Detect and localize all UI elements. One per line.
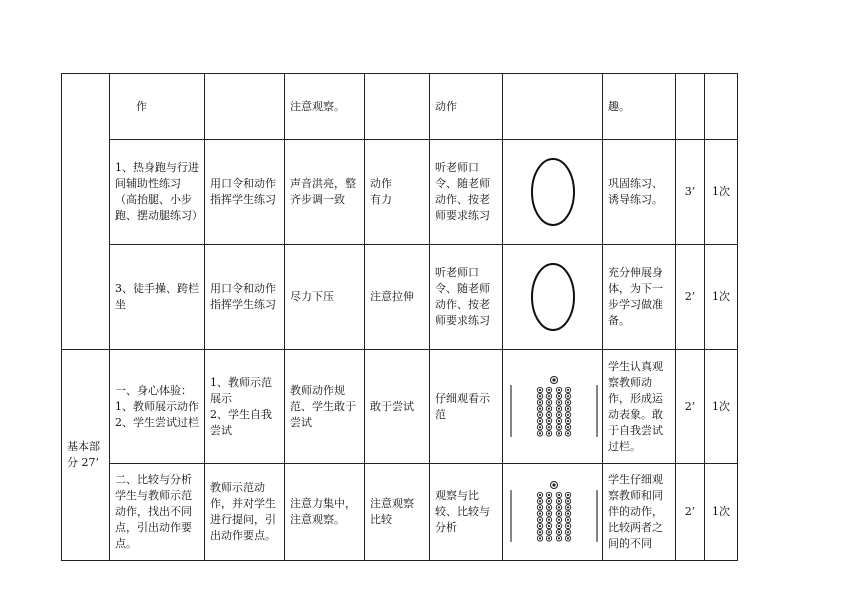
class-formation-icon bbox=[508, 375, 600, 439]
content-cell: 一、身心体验： 1、教师展示动作 2、学生尝试过栏 bbox=[110, 350, 205, 464]
teacher-cell: 用口令和动作指挥学生练习 bbox=[205, 140, 285, 245]
qualities-cell: 敢于尝试 bbox=[365, 350, 430, 464]
count-cell bbox=[705, 74, 738, 140]
content-cell: 3、徒手操、跨栏坐 bbox=[110, 245, 205, 350]
running-track-oval-icon bbox=[528, 156, 578, 228]
requirement-cell: 尽力下压 bbox=[285, 245, 365, 350]
student-cell: 听老师口令、随老师动作、按老师要求练习 bbox=[430, 245, 503, 350]
student-cell: 观察与比较、比较与分析 bbox=[430, 464, 503, 561]
qualities-cell: 动作 有力 bbox=[365, 140, 430, 245]
running-track-oval-icon bbox=[528, 261, 578, 333]
section-label: 基本部分 27’ bbox=[62, 350, 110, 561]
intent-cell: 学生仔细观察教师和同伴的动作，比较两者之间的不同 bbox=[603, 464, 676, 561]
time-cell: 2’ bbox=[676, 350, 705, 464]
table-row bbox=[62, 350, 738, 464]
figure-cell bbox=[503, 74, 603, 140]
count-cell: 1次 bbox=[705, 245, 738, 350]
teacher-cell: 教师示范动作，并对学生进行提问，引出动作要点。 bbox=[205, 464, 285, 561]
teacher-cell: 1、教师示范展示 2、学生自我尝试 bbox=[205, 350, 285, 464]
intent-cell: 学生认真观察教师动作，形成运动表象。敢于自我尝试过栏。 bbox=[603, 350, 676, 464]
intent-cell: 趣。 bbox=[603, 74, 676, 140]
count-cell: 1次 bbox=[705, 140, 738, 245]
class-formation-icon bbox=[508, 480, 600, 544]
student-cell: 听老师口令、随老师动作、按老师要求练习 bbox=[430, 140, 503, 245]
teacher-cell bbox=[205, 74, 285, 140]
qualities-cell bbox=[365, 74, 430, 140]
figure-cell bbox=[503, 245, 603, 350]
table-row bbox=[62, 464, 738, 561]
figure-cell bbox=[503, 350, 603, 464]
time-cell: 3’ bbox=[676, 140, 705, 245]
qualities-cell: 注意观察比较 bbox=[365, 464, 430, 561]
content-cell: 1、热身跑与行进间辅助性练习（高抬腿、小步跑、摆动腿练习） bbox=[110, 140, 205, 245]
student-cell: 仔细观看示范 bbox=[430, 350, 503, 464]
requirement-cell: 教师动作规范、学生敢于尝试 bbox=[285, 350, 365, 464]
requirement-cell: 注意观察。 bbox=[285, 74, 365, 140]
requirement-cell: 注意力集中，注意观察。 bbox=[285, 464, 365, 561]
student-cell: 动作 bbox=[430, 74, 503, 140]
intent-cell: 巩固练习、诱导练习。 bbox=[603, 140, 676, 245]
table-row bbox=[62, 245, 738, 350]
content-cell: 二、比较与分析学生与教师示范动作，找出不同点，引出动作要点。 bbox=[110, 464, 205, 561]
time-cell: 2’ bbox=[676, 464, 705, 561]
lesson-plan-table bbox=[61, 73, 738, 561]
qualities-cell: 注意拉伸 bbox=[365, 245, 430, 350]
table-row bbox=[62, 140, 738, 245]
figure-cell bbox=[503, 464, 603, 561]
content-cell: 作 bbox=[110, 74, 205, 140]
time-cell: 2’ bbox=[676, 245, 705, 350]
teacher-cell: 用口令和动作指挥学生练习 bbox=[205, 245, 285, 350]
count-cell: 1次 bbox=[705, 464, 738, 561]
requirement-cell: 声音洪亮，整齐步调一致 bbox=[285, 140, 365, 245]
table-row bbox=[62, 74, 738, 140]
section-cell-prep bbox=[62, 74, 110, 350]
intent-cell: 充分伸展身体，为下一步学习做准备。 bbox=[603, 245, 676, 350]
figure-cell bbox=[503, 140, 603, 245]
count-cell: 1次 bbox=[705, 350, 738, 464]
time-cell bbox=[676, 74, 705, 140]
